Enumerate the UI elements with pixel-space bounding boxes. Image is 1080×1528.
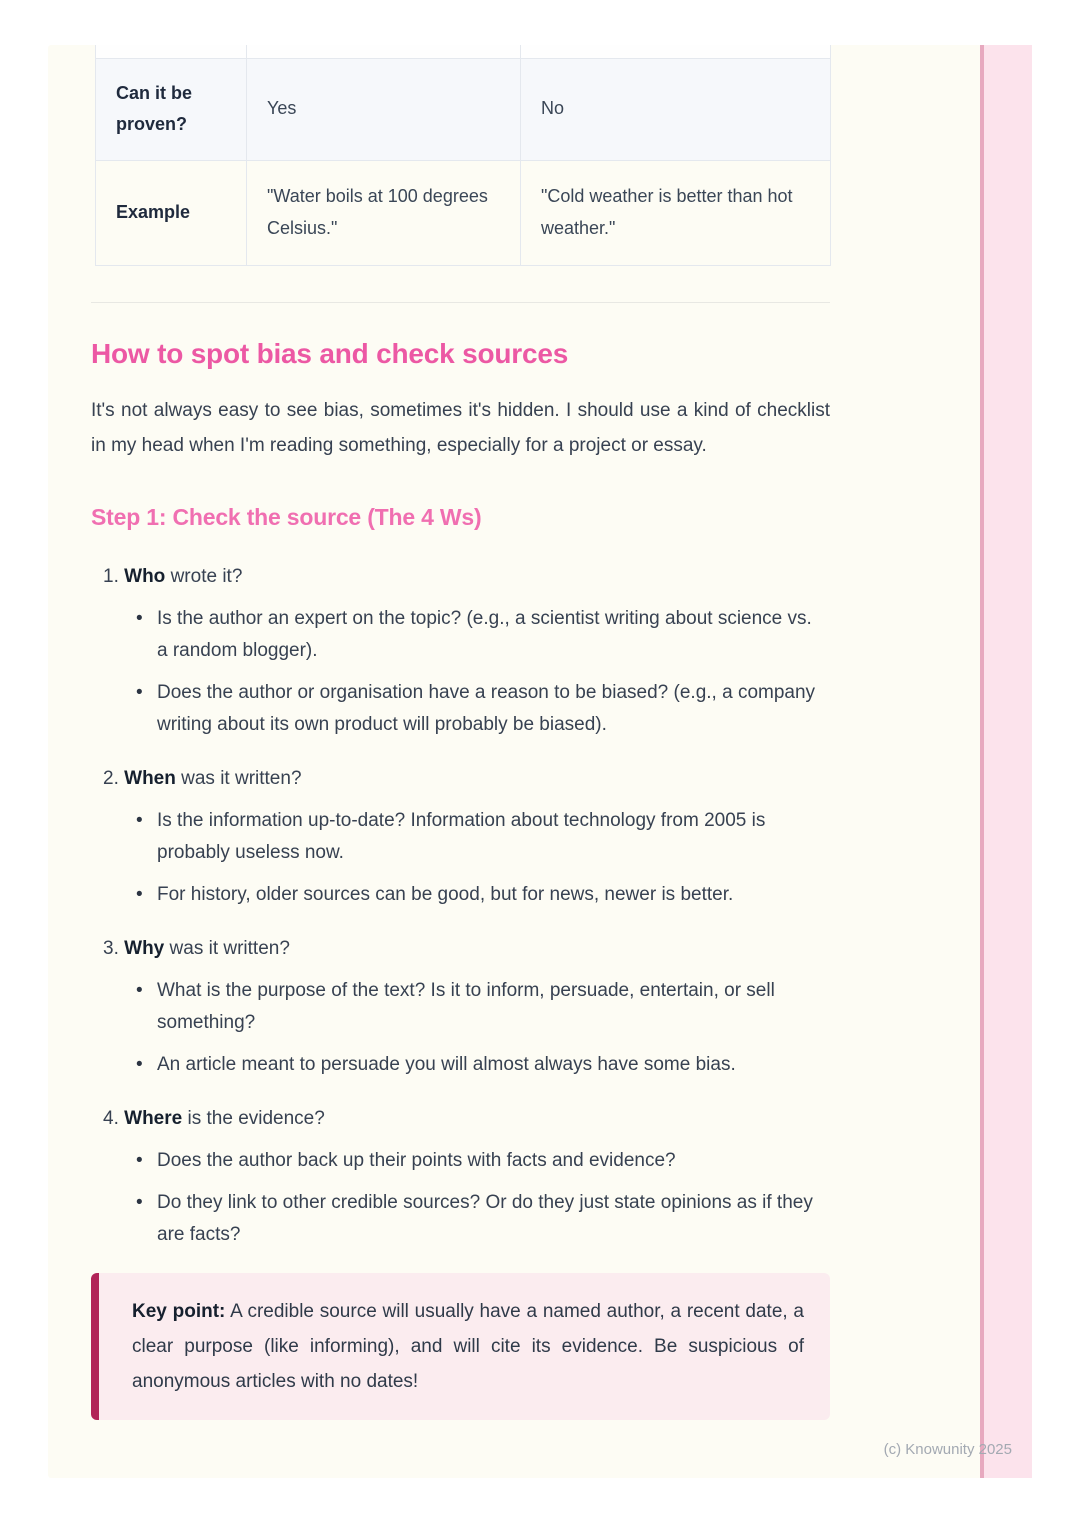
item-question: wrote it?: [165, 565, 243, 587]
section-title: How to spot bias and check sources: [91, 337, 569, 369]
checklist-item-why: [91, 933, 830, 1081]
table-cell: Yes: [247, 58, 521, 160]
table-row: [96, 160, 831, 265]
step-heading: Step 1: Check the source (The 4 Ws): [91, 504, 482, 531]
fact-opinion-table: [95, 45, 831, 266]
bullet-item: • Does the author or organisation have a reason to be biased? (e.g., a company writing about its own product will probably be biased).: [91, 677, 830, 741]
intro-paragraph: It's not always easy to see bias, sometimes it's hidden. I should use a kind of checklist in my head when I'm reading something, especially for a project or essay.: [91, 400, 830, 457]
bullet-item: • Do they link to other credible sources? Or do they just state opinions as if they are facts?: [91, 1187, 830, 1251]
item-question: is the evidence?: [182, 1107, 325, 1129]
table-row: [96, 58, 831, 160]
four-ws-checklist: [91, 561, 830, 1251]
bullet-item: • For history, older sources can be good, but for news, newer is better.: [91, 879, 830, 911]
document-page: [48, 45, 1032, 1478]
bullet-item: • What is the purpose of the text? Is it to inform, persuade, entertain, or sell something?: [91, 975, 830, 1039]
copyright-notice: (c) Knowunity 2025: [883, 1441, 1012, 1458]
item-question: was it written?: [175, 767, 302, 789]
item-keyword: When: [124, 767, 176, 789]
item-keyword: Who: [124, 565, 166, 587]
item-number: 3.: [103, 937, 119, 959]
item-keyword: Why: [124, 937, 165, 959]
table-cutoff-row: [96, 45, 831, 58]
key-point-callout: [91, 1273, 830, 1420]
table-row-header: Example: [96, 160, 247, 265]
table-cell: "Cold weather is better than hot weather.": [521, 160, 831, 265]
item-question: was it written?: [164, 937, 290, 959]
page-content: [91, 45, 830, 1420]
table-row-header: Can it be proven?: [96, 58, 247, 160]
page-edge-stripe: [980, 45, 1032, 1478]
section-divider: [91, 302, 830, 303]
checklist-item-where: [91, 1103, 830, 1251]
item-keyword: Where: [124, 1107, 183, 1129]
item-number: 2.: [103, 767, 119, 789]
key-point-text: A credible source will usually have a named author, a recent date, a clear purpose (like informing), and will cite its evidence. Be suspicious of anonymous articles with no dates!: [132, 1300, 804, 1392]
table-cell: No: [521, 58, 831, 160]
table-cell: "Water boils at 100 degrees Celsius.": [247, 160, 521, 265]
bullet-item: • Is the information up-to-date? Information about technology from 2005 is probably useless now.: [91, 805, 830, 869]
checklist-item-who: [91, 561, 830, 741]
item-number: 1.: [103, 565, 119, 587]
checklist-item-when: [91, 763, 830, 911]
key-point-label: Key point:: [132, 1300, 226, 1322]
bullet-item: • An article meant to persuade you will almost always have some bias.: [91, 1049, 830, 1081]
bullet-item: • Does the author back up their points with facts and evidence?: [91, 1145, 830, 1177]
bullet-item: • Is the author an expert on the topic? (e.g., a scientist writing about science vs. a random blogger).: [91, 603, 830, 667]
item-number: 4.: [103, 1107, 119, 1129]
